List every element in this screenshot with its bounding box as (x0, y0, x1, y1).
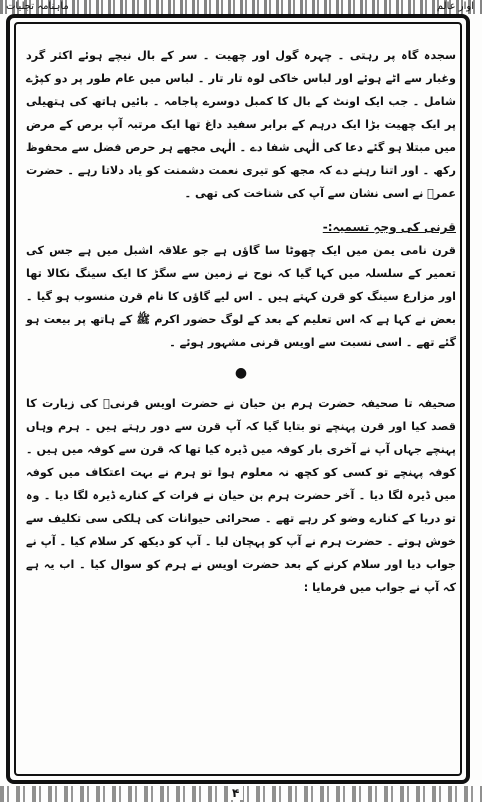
paragraph-2: قرن نامی یمن میں ایک چھوٹا سا گاؤں ہے جو علاقہ اشبل میں ہے جس کی تعمیر کے سلسلہ میں کہا گیا کہ نوح نے زمین سے سگڑ کا ایک سینگ نکالا تھا اور مزارع سینگ کو قرن کہتے ہیں ۔ اس لیے گاؤں کا نام قرن منسوب ہو گیا ۔ بعض نے کہا ہے کہ اس تعلیم کے بعد کے لوگ حضور اکرم ﷺ کے ہاتھ پر بیعت ہو گئے تھے ۔ اسی نسبت سے اویس قرنی مشہور ہوئے ۔ (26, 244, 456, 349)
section-heading: قرنی کی وجہِ تسمیہ:- (322, 220, 456, 234)
page-body (26, 44, 456, 599)
header-right-text: اوار عالم (436, 1, 474, 12)
section-separator-dot: ● (234, 365, 248, 381)
header-scan-band (0, 0, 482, 14)
page-number: ۴ (228, 786, 243, 800)
header-left-text: ماہنامہ تجلیات (6, 1, 69, 12)
paragraph-3: صحیفہ تا صحیفہ حضرت ہرم بن حیان نے حضرت اویس قرنیؓ کی زیارت کا قصد کیا اور قرن پہنچے تو بتایا گیا کہ آپ قرن سے دور رہتے ہیں ۔ ہرم وہاں پہنچے جہاں آپ نے آخری بار کوفہ میں ڈیرہ کیا تھا کہ قرن سے کوفہ میں ہیں ۔ کوفہ پہنچے تو کسی کو کچھ نہ معلوم ہوا تو ہرم نے بہت اعتکاف میں کوفہ میں ڈیرہ لگا دیا ۔ آخر حضرت ہرم بن حیان نے فرات کے کنارے ڈیرہ لگا دیا ۔ وہ تو دریا کے کنارے وضو کر رہے تھے ۔ صحرائی حیوانات کی ہلکی سی تکلیف سے خوش ہوتے ۔ حضرت ہرم نے آپ کو پہچان لیا ۔ آپ کو دیکھ کر سلام کیا ۔ آپ نے جواب دیا اور سلام کرنے کے بعد حضرت اویس نے ہرم کو سوال کیا ۔ اب یہ ہے کہ آپ نے جواب میں فرمایا : (26, 397, 456, 594)
paragraph-1: سجدہ گاہ پر رہتی ۔ چہرہ گول اور چھیت ۔ سر کے بال نیچے ہوئے اکثر گرد وغبار سے اٹے ہوئے اور لباس خاکی لوہ تار تار ۔ لباس میں عام طور پر دو کپڑے شامل ۔ جب ایک اونٹ کے بال کا کمبل دوسرے پاجامہ ۔ بائیں ہاتھ کی ہتھیلی پر ایک چھیت بڑا ایک درہم کے برابر سفید داغ تھا ایک مرتبہ آپ برص کے مرض میں مبتلا ہو گئے دعا کی الٰہی شفا دے ۔ الٰہی مجھے ہر حرص فضل سے محفوظ رکھ ۔ اور اتنا رہنے دے کہ مجھ کو تیری نعمت دشمنت کو یاد دلاتا رہے ۔ حضرت عمرؓ نے اسی نشان سے آپ کی شناخت کی تھی ۔ (26, 49, 456, 200)
